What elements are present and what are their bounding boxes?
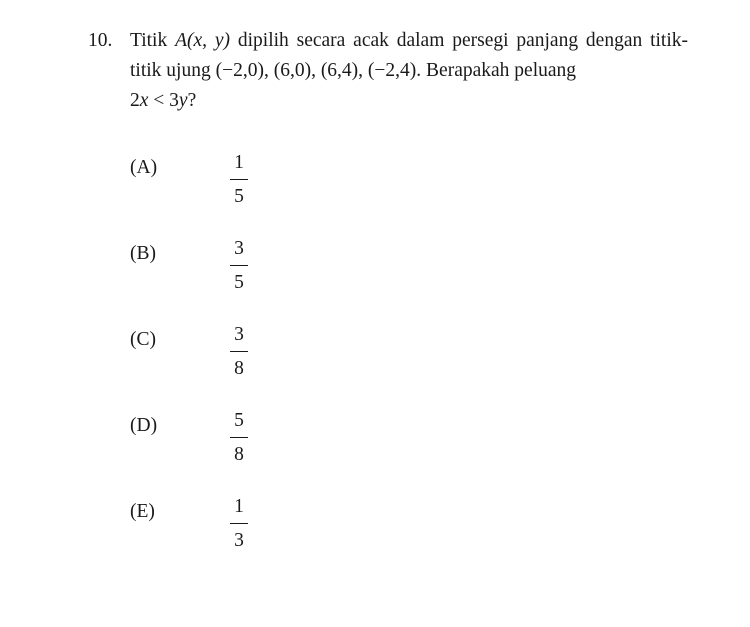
- option-b[interactable]: [130, 236, 450, 322]
- option-b-numerator: 3: [234, 238, 244, 259]
- option-c-denominator: 8: [234, 358, 244, 379]
- inequality-y: y: [178, 90, 188, 111]
- variable-a: A: [175, 30, 187, 51]
- question-text-tail: Berapakah peluang: [421, 60, 577, 81]
- fraction-bar: [230, 351, 248, 352]
- inequality-coefficient: 2: [130, 90, 140, 111]
- option-a-numerator: 1: [234, 152, 244, 173]
- option-b-label: (B): [130, 243, 156, 264]
- fraction-bar: [230, 437, 248, 438]
- fraction-bar: [230, 265, 248, 266]
- question-number: 10.: [88, 30, 113, 51]
- option-e-numerator: 1: [234, 496, 244, 517]
- answer-options: [130, 150, 450, 580]
- option-d-fraction: [222, 408, 256, 468]
- question-text-middle: dipilih secara acak dalam persegi panjang dengan titik-titik ujung: [130, 30, 688, 81]
- inequality-operator: < 3: [148, 90, 179, 111]
- option-c[interactable]: [130, 322, 450, 408]
- option-c-numerator: 3: [234, 324, 244, 345]
- option-d[interactable]: [130, 408, 450, 494]
- option-e-fraction: [222, 494, 256, 554]
- option-a-denominator: 5: [234, 186, 244, 207]
- option-e[interactable]: [130, 494, 450, 580]
- question-text: [130, 26, 688, 116]
- option-a-label: (A): [130, 157, 158, 178]
- option-e-denominator: 3: [234, 530, 244, 551]
- fraction-bar: [230, 179, 248, 180]
- inequality-line: [130, 86, 688, 116]
- question-paragraph: [130, 26, 688, 116]
- option-d-numerator: 5: [234, 410, 244, 431]
- inequality-x: x: [139, 90, 149, 111]
- rectangle-points: (−2,0), (6,0), (6,4), (−2,4).: [215, 60, 422, 81]
- option-d-denominator: 8: [234, 444, 244, 465]
- option-b-denominator: 5: [234, 272, 244, 293]
- option-b-fraction: [222, 236, 256, 296]
- inequality-question-mark: ?: [187, 90, 197, 111]
- fraction-bar: [230, 523, 248, 524]
- option-e-label: (E): [130, 501, 155, 522]
- question-text-intro: Titik: [130, 30, 176, 51]
- variable-pair: (x, y): [187, 30, 231, 51]
- option-a-fraction: [222, 150, 256, 210]
- option-c-label: (C): [130, 329, 156, 350]
- option-a[interactable]: [130, 150, 450, 236]
- option-c-fraction: [222, 322, 256, 382]
- question-row: [88, 26, 688, 116]
- question-block: [88, 26, 688, 116]
- option-d-label: (D): [130, 415, 158, 436]
